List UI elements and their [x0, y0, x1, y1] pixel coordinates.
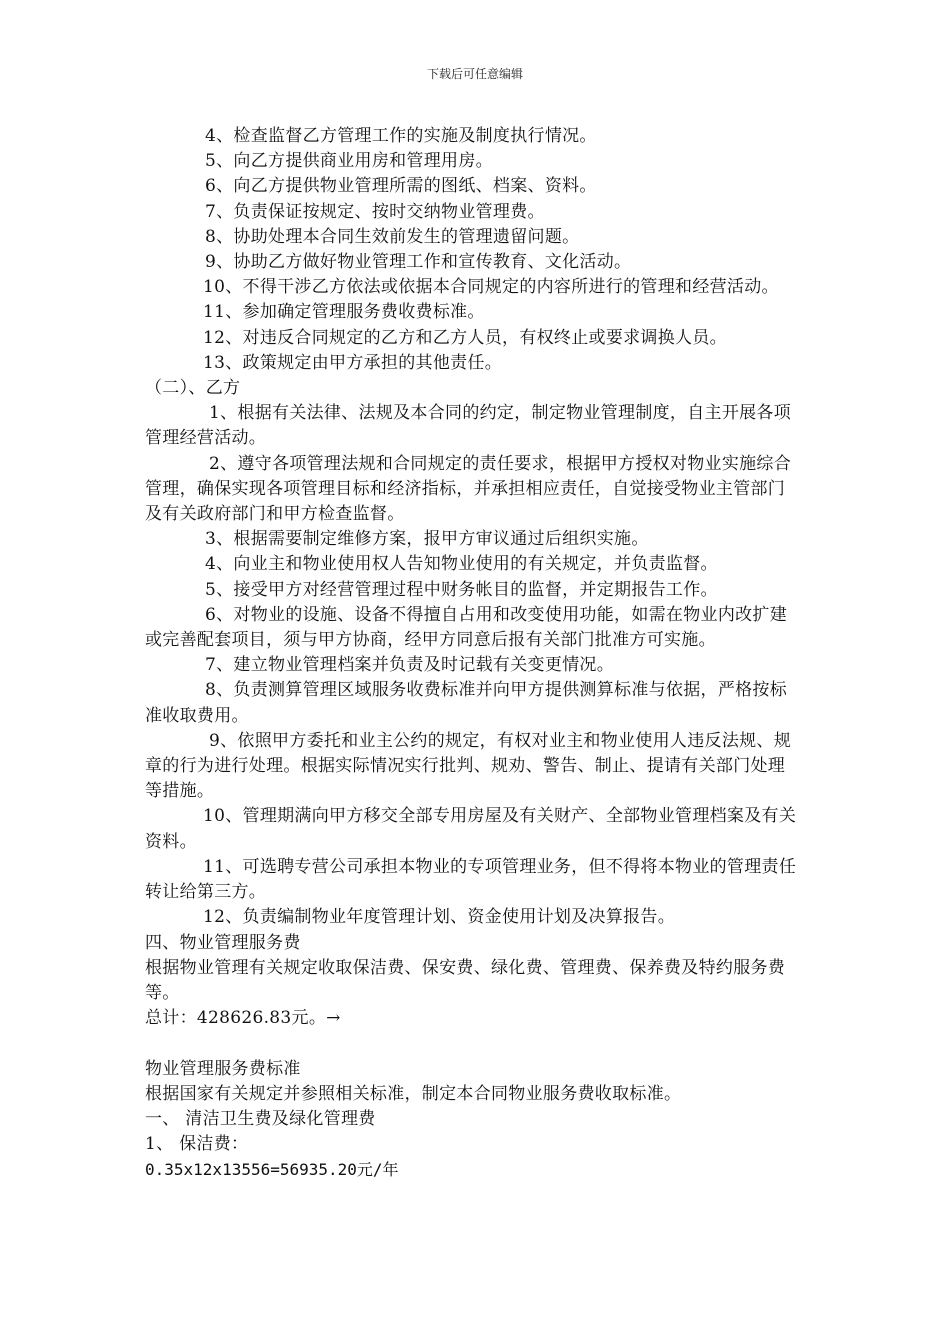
paragraph: 6、对物业的设施、设备不得擅自占用和改变使用功能，如需在物业内改扩建或完善配套项目，须与甲方协商，经甲方同意后报有关部门批准方可实施。	[145, 604, 788, 651]
section-heading: 一、 清洁卫生费及绿化管理费	[145, 1108, 376, 1129]
blank-line	[145, 1031, 800, 1056]
paragraph: 7、负责保证按规定、按时交纳物业管理费。	[205, 201, 545, 222]
paragraph: 2、遵守各项管理法规和合同规定的责任要求，根据甲方授权对物业实施综合管理，确保实现各项管理目标和经济指标，并承担相应责任，自觉接受物业主管部门及有关政府部门和甲方检查监督。	[145, 453, 792, 525]
total-line: 总计：428626.83元。→	[145, 1008, 341, 1029]
page-header-note: 下载后可任意编辑	[426, 67, 523, 81]
paragraph: 9、协助乙方做好物业管理工作和宣传教育、文化活动。	[205, 252, 632, 273]
paragraph: 5、向乙方提供商业用房和管理用房。	[205, 151, 493, 172]
paragraph: 根据国家有关规定并参照相关标准，制定本合同物业服务费收取标准。	[145, 1083, 682, 1104]
paragraph: 8、负责测算管理区域服务收费标准并向甲方提供测算标准与依据，严格按标准收取费用。	[145, 680, 788, 726]
paragraph: 根据物业管理有关规定收取保洁费、保安费、绿化费、管理费、保养费及特约服务费等。	[145, 957, 786, 1003]
formula-line: 0.35x12x13556=56935.20元/年	[145, 1160, 399, 1180]
paragraph: 9、依照甲方委托和业主公约的规定，有权对业主和物业使用人违反法规、规章的行为进行处理。根据实际情况实行批判、规劝、警告、制止、提请有关部门处理等措施。	[145, 730, 792, 802]
section-heading: 四、物业管理服务费	[145, 932, 301, 953]
paragraph: 1、根据有关法律、法规及本合同的约定，制定物业管理制度，自主开展各项管理经营活动。	[145, 403, 792, 449]
paragraph: 5、接受甲方对经营管理过程中财务帐目的监督，并定期报告工作。	[205, 579, 718, 600]
paragraph: 12、对违反合同规定的乙方和乙方人员，有权终止或要求调换人员。	[203, 327, 727, 348]
paragraph: 4、向业主和物业使用权人告知物业使用的有关规定，并负责监督。	[205, 554, 718, 575]
paragraph: 11、可选聘专营公司承担本物业的专项管理业务，但不得将本物业的管理责任转让给第三方。	[145, 856, 797, 903]
paragraph: 10、不得干涉乙方依法或依据本合同规定的内容所进行的管理和经营活动。	[203, 277, 779, 298]
paragraph: 8、协助处理本合同生效前发生的管理遗留问题。	[205, 226, 580, 247]
paragraph: 7、建立物业管理档案并负责及时记载有关变更情况。	[205, 655, 615, 676]
section-heading: 物业管理服务费标准	[145, 1058, 301, 1079]
document-body	[145, 124, 800, 1183]
section-heading: （二）、乙方	[145, 378, 241, 399]
paragraph: 6、向乙方提供物业管理所需的图纸、档案、资料。	[205, 176, 597, 197]
paragraph: 12、负责编制物业年度管理计划、资金使用计划及决算报告。	[203, 907, 676, 928]
paragraph: 11、参加确定管理服务费收费标准。	[203, 302, 485, 323]
paragraph: 13、政策规定由甲方承担的其他责任。	[203, 352, 503, 373]
paragraph: 4、检查监督乙方管理工作的实施及制度执行情况。	[205, 126, 597, 146]
list-item: 1、 保洁费：	[145, 1134, 249, 1155]
paragraph: 3、根据需要制定维修方案，报甲方审议通过后组织实施。	[205, 529, 649, 550]
paragraph: 10、管理期满向甲方移交全部专用房屋及有关财产、全部物业管理档案及有关资料。	[145, 806, 797, 852]
